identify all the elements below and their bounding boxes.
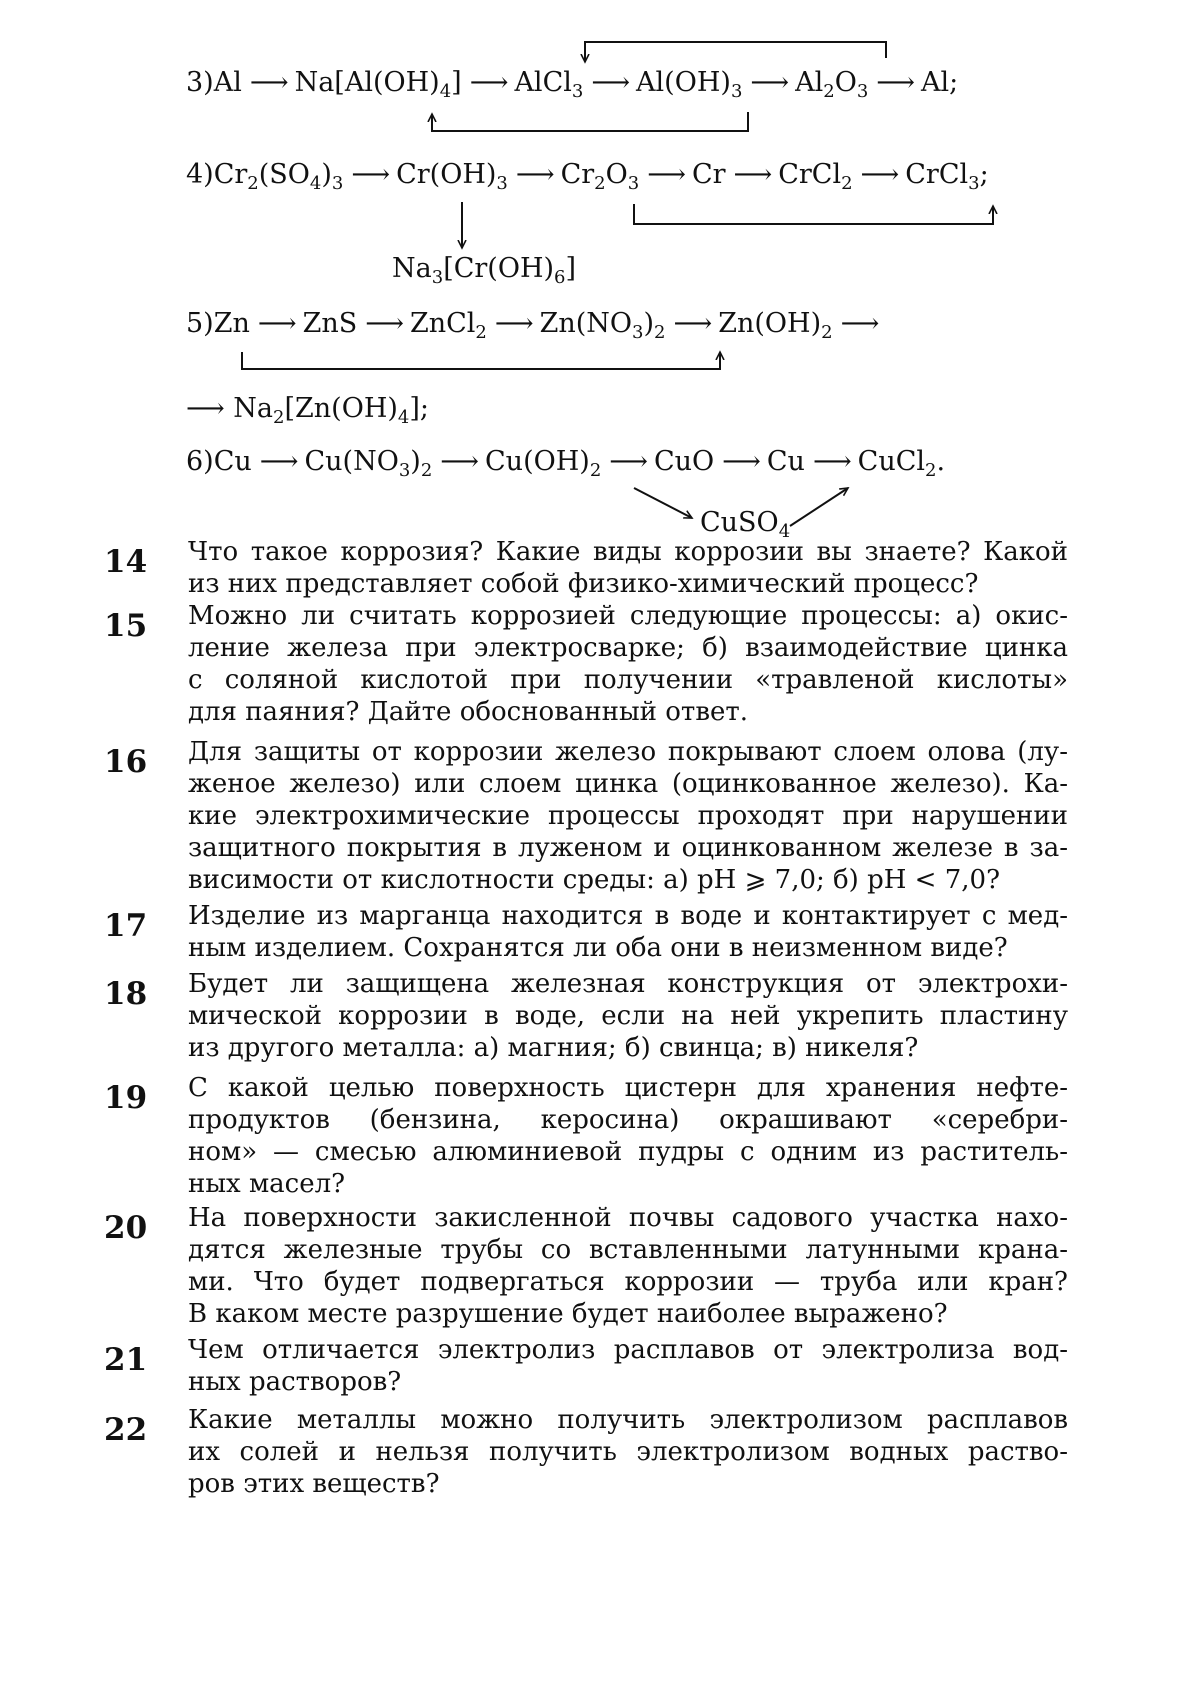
question-line: ми. Что будет подвергаться коррозии — труба или кран?: [188, 1267, 1068, 1297]
question-line: Что такое коррозия? Какие виды коррозии вы знаете? Какой: [188, 537, 1068, 567]
reaction-arrow: ⟶: [259, 446, 299, 477]
reaction-arrow: ⟶: [609, 446, 648, 477]
question-line: ном» — смесью алюминиевой пудры с одним из раститель-: [188, 1137, 1068, 1167]
formula: ZnCl$_2$: [409, 308, 487, 343]
question-number: 21: [104, 1342, 148, 1378]
reaction-scheme-3: [186, 66, 960, 100]
question-text: [188, 1072, 1068, 1200]
scheme-number: 3): [186, 67, 214, 98]
question-line: их солей и нельзя получить электролизом водных раство-: [188, 1437, 1068, 1467]
question-line: дятся железные трубы со вставленными латунными крана-: [188, 1235, 1068, 1265]
question-line: С какой целью поверхность цистерн для хранения нефте-: [188, 1073, 1068, 1103]
question-line: висимости от кислотности среды: а) pH ⩾ 7,0; б) pH < 7,0?: [188, 865, 1001, 895]
reaction-arrow: ⟶: [722, 446, 761, 477]
question-number: 20: [104, 1210, 148, 1246]
formula: AlCl$_3$: [514, 67, 584, 102]
question-line: Изделие из марганца находится в воде и контактирует с мед-: [188, 901, 1068, 931]
question-text: [188, 900, 1068, 964]
question-line: продуктов (бензина, керосина) окрашивают «серебри-: [188, 1105, 1068, 1135]
question-line: ров этих веществ?: [188, 1469, 440, 1499]
scheme-number: 6): [186, 446, 214, 477]
question-line: В каком месте разрушение будет наиболее выражено?: [188, 1299, 948, 1329]
formula: $Na_2[Zn(OH)_4]$;: [233, 393, 430, 428]
reaction-arrow: ⟶: [440, 446, 480, 477]
reaction-arrow: ⟶: [647, 159, 686, 190]
reaction-arrow: ⟶: [351, 159, 391, 190]
question-line: ным изделием. Сохранятся ли оба они в неизменном виде?: [188, 933, 1008, 963]
question-text: [188, 968, 1068, 1064]
reaction-scheme-5: [186, 307, 885, 341]
question-line: кие электрохимические процессы проходят при нарушении: [188, 801, 1068, 831]
question-number: 22: [104, 1412, 148, 1448]
scheme-4-bracket-cr2o3-to-crcl3: [634, 204, 993, 224]
question-number: 16: [104, 744, 148, 780]
question-line: Можно ли считать коррозией следующие процессы: а) окис-: [188, 601, 1068, 631]
formula: $Al_2O_3$: [795, 67, 869, 102]
question-line: защитного покрытия в луженом и оцинкованном железе в за-: [188, 833, 1068, 863]
reaction-arrow: ⟶: [733, 159, 773, 190]
question-line: ных масел?: [188, 1169, 346, 1199]
formula: CuO: [653, 446, 715, 477]
question-number: 17: [104, 908, 148, 944]
scheme-6-arrow-cuoh2-to-cuso4: [634, 488, 692, 518]
reaction-arrow: ⟶: [591, 67, 631, 98]
formula: CuCl$_2$.: [857, 446, 946, 481]
formula: $Zn(NO_3)_2$: [539, 308, 666, 343]
question-text: [188, 600, 1068, 728]
reaction-arrow: ⟶: [365, 308, 404, 339]
formula: $Cu(OH)_2$: [485, 446, 602, 481]
formula: CrCl$_3$;: [905, 159, 989, 194]
question-line: из них представляет собой физико-химический процесс?: [188, 569, 979, 599]
formula: CrCl$_2$: [778, 159, 853, 194]
reaction-arrow: ⟶: [750, 67, 790, 98]
question-line: мической коррозии в воде, если на ней укрепить пластину: [188, 1001, 1068, 1031]
reaction-scheme-6: [186, 445, 947, 479]
scheme-5-bracket-zn-to-zno32: [242, 352, 720, 369]
reaction-arrow: ⟶: [673, 308, 713, 339]
reaction-arrow: ⟶: [515, 159, 555, 190]
question-line: Будет ли защищена железная конструкция от электрохи-: [188, 969, 1068, 999]
scheme-6-branch-product: CuSO$_4$: [700, 507, 791, 542]
reaction-arrow: ⟶: [860, 159, 900, 190]
reaction-arrow: ⟶: [812, 446, 852, 477]
scheme-5-continuation: [186, 392, 429, 426]
question-text: [188, 1202, 1068, 1330]
scheme-4-branch-product: $Na_3[Cr(OH)_6]$: [392, 253, 577, 288]
reaction-arrow: ⟶: [876, 67, 916, 98]
formula: Zn: [213, 308, 250, 339]
question-line: ных растворов?: [188, 1367, 402, 1397]
formula: $Na[Al(OH)_4]$: [294, 67, 462, 102]
scheme-3-bracket-al2o3-to-alcl3: [585, 42, 886, 62]
formula: $Zn(OH)_2$: [718, 308, 833, 343]
reaction-arrow: ⟶: [494, 308, 534, 339]
question-text: [188, 736, 1068, 896]
question-line: женое железо) или слоем цинка (оцинкованное железо). Ка-: [188, 769, 1068, 799]
scheme-3-bracket-aloh3-to-naaloh4: [432, 112, 748, 131]
formula: Al;: [921, 67, 959, 98]
reaction-arrow: ⟶: [469, 67, 509, 98]
reaction-arrow: ⟶: [257, 308, 297, 339]
formula: Cu: [766, 446, 805, 477]
question-number: 15: [104, 608, 148, 644]
scheme-6-arrow-cuso4-to-cu: [790, 488, 848, 526]
question-line: с соляной кислотой при получении «травленой кислоты»: [188, 665, 1068, 695]
reaction-arrow: ⟶: [186, 393, 234, 424]
question-line: для паяния? Дайте обоснованный ответ.: [188, 697, 748, 727]
question-number: 14: [104, 544, 148, 580]
formula: Al: [213, 67, 242, 98]
question-text: [188, 1404, 1068, 1500]
question-line: Чем отличается электролиз расплавов от электролиза вод-: [188, 1335, 1068, 1365]
formula: ZnS: [302, 308, 358, 339]
question-line: Для защиты от коррозии железо покрывают слоем олова (лу-: [188, 737, 1068, 767]
question-line: ление железа при электросварке; б) взаимодействие цинка: [188, 633, 1068, 663]
question-line: На поверхности закисленной почвы садового участка нахо-: [188, 1203, 1068, 1233]
question-number: 18: [104, 976, 148, 1012]
formula: $Al(OH)_3$: [636, 67, 743, 102]
formula: $Cr_2(SO_4)_3$: [213, 159, 344, 194]
question-text: [188, 536, 1068, 600]
reaction-arrow: ⟶: [840, 308, 880, 339]
question-line: из другого металла: а) магния; б) свинца; в) никеля?: [188, 1033, 919, 1063]
formula: Cr: [691, 159, 726, 190]
scheme-number: 4): [186, 159, 214, 190]
question-text: [188, 1334, 1068, 1398]
question-line: Какие металлы можно получить электролизом расплавов: [188, 1405, 1068, 1435]
reaction-arrow: ⟶: [249, 67, 289, 98]
scheme-number: 5): [186, 308, 214, 339]
formula: $Cr(OH)_3$: [396, 159, 508, 194]
formula: $Cr_2O_3$: [560, 159, 640, 194]
question-number: 19: [104, 1080, 148, 1116]
reaction-scheme-4: [186, 158, 991, 192]
formula: Cu: [213, 446, 252, 477]
formula: $Cu(NO_3)_2$: [304, 446, 433, 481]
